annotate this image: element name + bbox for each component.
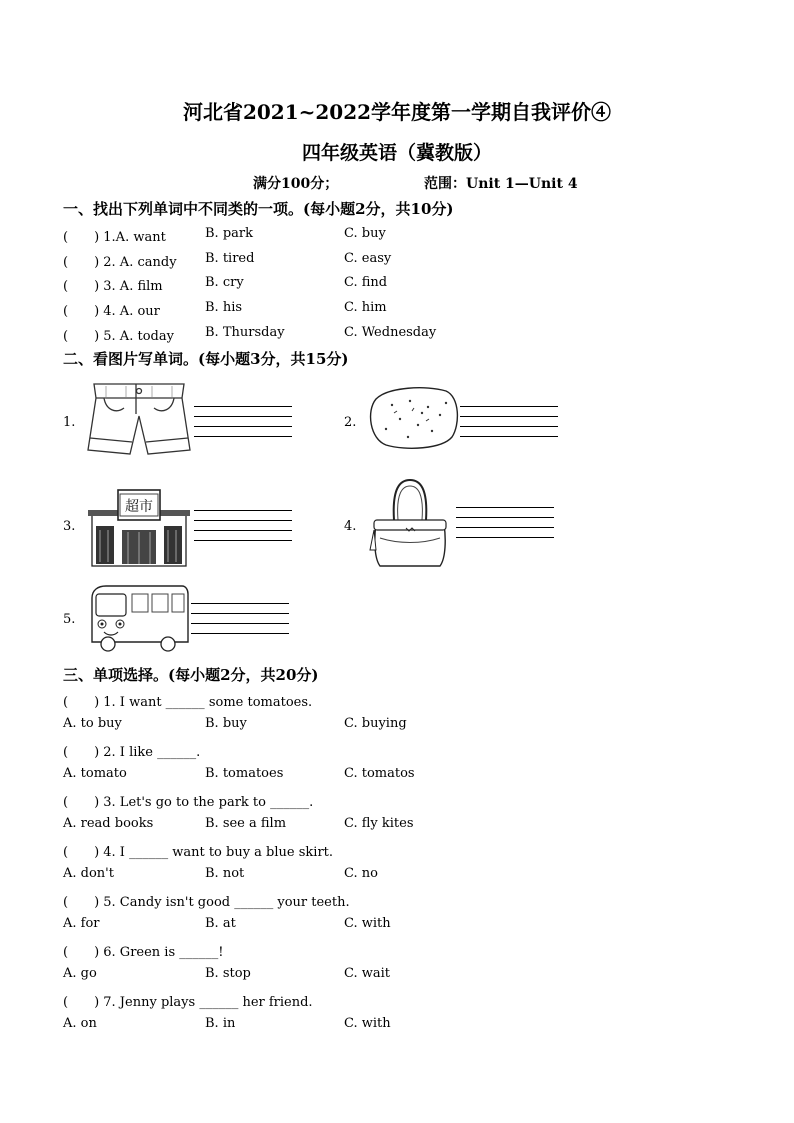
s3-q3-c: C. fly kites <box>344 816 414 831</box>
s3-q2-b: B. tomatoes <box>205 766 284 781</box>
s1-q3-b: B. cry <box>205 275 244 290</box>
s3-q3-a: A. read books <box>63 816 154 831</box>
sign-text: 超市 <box>125 499 153 515</box>
s2-num-3: 3. <box>63 519 76 534</box>
s2-num-2: 2. <box>344 415 357 430</box>
s3-q5-b: B. at <box>205 916 236 931</box>
s3-q5-a: A. for <box>63 916 100 931</box>
handbag-icon <box>368 478 452 572</box>
s3-q2-c: C. tomatos <box>344 766 415 781</box>
s1-q2-b: B. tired <box>205 251 255 266</box>
answer-lines-1[interactable] <box>194 397 292 437</box>
s3-q6-b: B. stop <box>205 966 251 981</box>
s3-q1-c: C. buying <box>344 716 407 731</box>
section-3-heading: 三、单项选择。(每小题2分，共20分) <box>63 666 319 684</box>
s3-q4-c: C. no <box>344 866 378 881</box>
s1-q4: ( ) 4. A. our <box>63 304 160 319</box>
s3-q4-a: A. don't <box>63 866 114 881</box>
page-title: 河北省2021~2022学年度第一学期自我评价④ <box>182 100 612 124</box>
s2-num-5: 5. <box>63 612 76 627</box>
s1-q5: ( ) 5. A. today <box>63 329 174 344</box>
s3-q7-a: A. on <box>63 1016 97 1031</box>
unit-range: 范围：Unit 1—Unit 4 <box>424 176 578 192</box>
bus-icon <box>86 584 190 654</box>
s3-q2-a: A. tomato <box>63 766 127 781</box>
s1-q4-b: B. his <box>205 300 243 315</box>
s3-q1-b: B. buy <box>205 716 247 731</box>
full-score: 满分100分； <box>253 176 339 192</box>
s3-q2: ( ) 2. I like ______. <box>63 745 201 760</box>
s3-q6-a: A. go <box>63 966 97 981</box>
shorts-icon <box>86 380 192 458</box>
s1-q3-c: C. find <box>344 275 388 290</box>
s1-q4-c: C. him <box>344 300 387 315</box>
s3-q1: ( ) 1. I want ______ some tomatoes. <box>63 695 313 710</box>
page-subtitle: 四年级英语（冀教版） <box>301 142 492 164</box>
s1-q1: ( ) 1.A. want <box>63 230 166 245</box>
answer-lines-5[interactable] <box>191 594 289 634</box>
s3-q7-b: B. in <box>205 1016 236 1031</box>
s3-q6: ( ) 6. Green is ______! <box>63 945 224 960</box>
section-2-heading: 二、看图片写单词。(每小题3分，共15分) <box>63 350 349 368</box>
answer-lines-4[interactable] <box>456 498 554 538</box>
s1-q1-c: C. buy <box>344 226 386 241</box>
s2-num-4: 4. <box>344 519 357 534</box>
section-1-heading: 一、找出下列单词中不同类的一项。(每小题2分，共10分) <box>63 200 454 218</box>
s1-q3: ( ) 3. A. film <box>63 279 163 294</box>
s1-q5-c: C. Wednesday <box>344 325 437 340</box>
s3-q6-c: C. wait <box>344 966 391 981</box>
s3-q5-c: C. with <box>344 916 391 931</box>
s3-q3-b: B. see a film <box>205 816 287 831</box>
s3-q7: ( ) 7. Jenny plays ______ her friend. <box>63 995 313 1010</box>
potato-icon <box>366 385 460 451</box>
s1-q2: ( ) 2. A. candy <box>63 255 177 270</box>
s2-num-1: 1. <box>63 415 76 430</box>
s1-q1-b: B. park <box>205 226 253 241</box>
s3-q4: ( ) 4. I ______ want to buy a blue skirt. <box>63 845 334 860</box>
s3-q5: ( ) 5. Candy isn't good ______ your teeth. <box>63 895 350 910</box>
answer-lines-2[interactable] <box>460 397 558 437</box>
s3-q7-c: C. with <box>344 1016 391 1031</box>
s3-q4-b: B. not <box>205 866 245 881</box>
s3-q3: ( ) 3. Let's go to the park to ______. <box>63 795 314 810</box>
answer-lines-3[interactable] <box>194 501 292 541</box>
s1-q2-c: C. easy <box>344 251 392 266</box>
supermarket-icon <box>88 486 190 568</box>
s3-q1-a: A. to buy <box>63 716 122 731</box>
s1-q5-b: B. Thursday <box>205 325 285 340</box>
